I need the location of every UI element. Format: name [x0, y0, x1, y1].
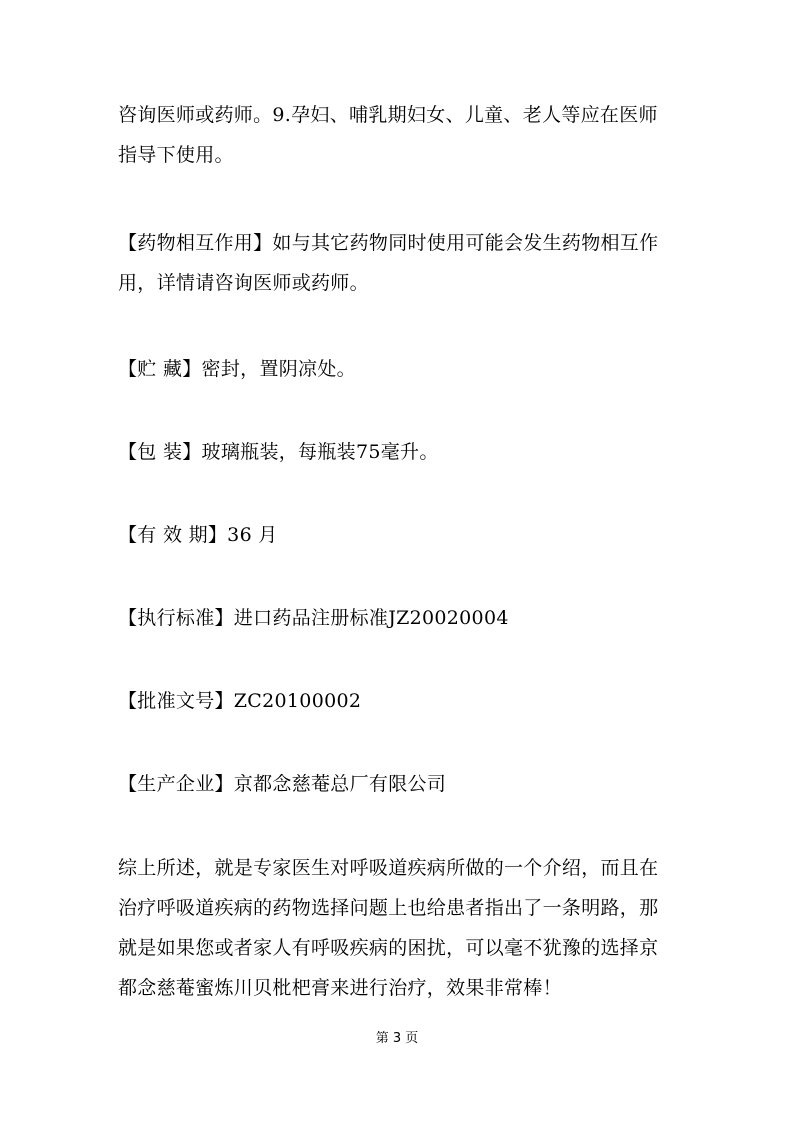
paragraph-drug-interactions — [118, 223, 678, 303]
text-line: 【有 效 期】36 月 — [118, 524, 278, 546]
text-line: 【批准文号】ZC20100002 — [118, 690, 362, 712]
text-line: 【生产企业】京都念慈菴总厂有限公司 — [118, 773, 447, 795]
text-line: 就是如果您或者家人有呼吸疾病的困扰，可以毫不犹豫的选择京 — [118, 937, 659, 959]
text-line: 【包 装】玻璃瓶装，每瓶装75毫升。 — [118, 441, 439, 463]
page-number: 第 3 页 — [375, 1031, 419, 1046]
paragraph-packaging — [118, 432, 678, 472]
text-line: 【贮 藏】密封，置阴凉处。 — [118, 358, 356, 380]
text-line: 都念慈菴蜜炼川贝枇杷膏来进行治疗，效果非常棒！ — [118, 977, 562, 999]
text-line: 【药物相互作用】如与其它药物同时使用可能会发生药物相互作 — [118, 232, 659, 254]
text-line: 【执行标准】进口药品注册标准JZ20020004 — [118, 607, 509, 629]
text-line: 综上所述，就是专家医生对呼吸道疾病所做的一个介绍，而且在 — [118, 857, 659, 879]
paragraph-precautions-end — [118, 95, 678, 175]
paragraph-standard — [118, 598, 678, 638]
paragraph-manufacturer — [118, 764, 678, 804]
paragraph-approval-number — [118, 681, 678, 721]
text-line: 咨询医师或药师。9.孕妇、哺乳期妇女、儿童、老人等应在医师 — [118, 104, 658, 126]
paragraph-storage — [118, 349, 678, 389]
paragraph-expiry — [118, 515, 678, 555]
paragraph-conclusion — [118, 848, 678, 1008]
text-line: 治疗呼吸道疾病的药物选择问题上也给患者指出了一条明路，那 — [118, 897, 659, 919]
text-line: 指导下使用。 — [118, 144, 234, 166]
text-line: 用，详情请咨询医师或药师。 — [118, 272, 369, 294]
